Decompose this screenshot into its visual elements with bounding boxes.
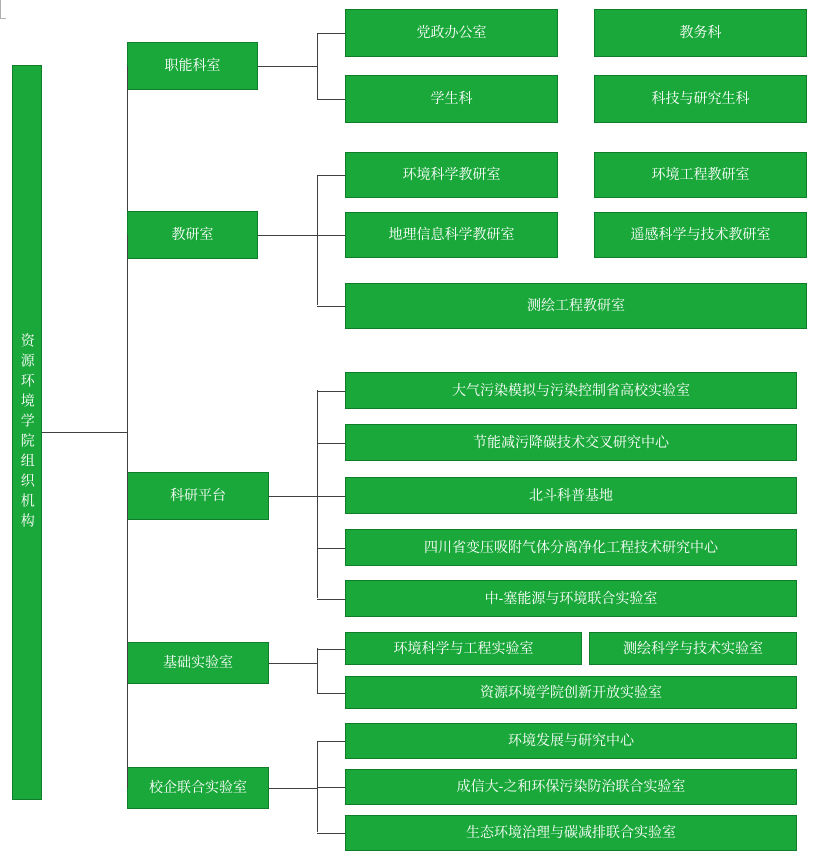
group-2-branch-3 — [317, 548, 345, 549]
group-0-stub-line — [258, 66, 317, 67]
group-3-branch-2 — [317, 693, 345, 694]
group-3-stub-line — [269, 663, 317, 664]
leaf-node-2-3: 四川省变压吸附气体分离净化工程技术研究中心 — [345, 529, 797, 566]
leaf-node-4-0: 环境发展与研究中心 — [345, 723, 797, 759]
leaf-node-1-3: 遥感科学与技术教研室 — [594, 212, 807, 258]
leaf-node-2-4: 中-塞能源与环境联合实验室 — [345, 580, 797, 617]
leaf-node-2-0: 大气污染模拟与污染控制省高校实验室 — [345, 372, 797, 409]
group-1-branch-2 — [317, 235, 345, 236]
group-1-root-branch — [127, 235, 128, 432]
group-4-branch-2 — [317, 833, 345, 834]
group-1-stub-line — [258, 235, 317, 236]
root-node: 资源环境学院组织机构 — [12, 65, 42, 800]
group-1-branch-4 — [317, 306, 345, 307]
group-node-4: 校企联合实验室 — [127, 767, 269, 809]
group-0-branch-0 — [317, 33, 345, 34]
group-node-1: 教研室 — [127, 211, 258, 259]
group-2-spine-line — [317, 390, 318, 598]
leaf-node-0-0: 党政办公室 — [345, 9, 558, 57]
group-3-branch-0 — [317, 649, 345, 650]
leaf-node-2-2: 北斗科普基地 — [345, 477, 797, 514]
leaf-node-3-1: 测绘科学与技术实验室 — [589, 632, 797, 665]
group-2-branch-4 — [317, 599, 345, 600]
group-0-branch-2 — [317, 99, 345, 100]
leaf-node-1-0: 环境科学教研室 — [345, 152, 558, 198]
group-2-stub-line — [269, 496, 317, 497]
group-node-0: 职能科室 — [127, 42, 258, 90]
leaf-node-0-2: 学生科 — [345, 75, 558, 123]
group-1-branch-0 — [317, 175, 345, 176]
group-4-branch-0 — [317, 741, 345, 742]
leaf-node-1-4: 测绘工程教研室 — [345, 283, 807, 329]
leaf-node-4-1: 成信大-之和环保污染防治联合实验室 — [345, 769, 797, 805]
group-3-spine-line — [317, 648, 318, 694]
leaf-node-0-3: 科技与研究生科 — [594, 75, 807, 123]
group-1-spine-line — [317, 175, 318, 305]
group-4-root-branch — [127, 432, 128, 788]
group-2-branch-0 — [317, 391, 345, 392]
group-4-stub-line — [269, 788, 317, 789]
group-node-2: 科研平台 — [127, 472, 269, 520]
leaf-node-1-2: 地理信息科学教研室 — [345, 212, 558, 258]
leaf-node-3-2: 资源环境学院创新开放实验室 — [345, 676, 797, 709]
group-4-branch-1 — [317, 787, 345, 788]
leaf-node-0-1: 教务科 — [594, 9, 807, 57]
page-frame-fragment — [0, 0, 6, 19]
leaf-node-1-1: 环境工程教研室 — [594, 152, 807, 198]
leaf-node-3-0: 环境科学与工程实验室 — [345, 632, 582, 665]
leaf-node-4-2: 生态环境治理与碳减排联合实验室 — [345, 815, 797, 851]
leaf-node-2-1: 节能减污降碳技术交叉研究中心 — [345, 424, 797, 461]
group-node-3: 基础实验室 — [127, 642, 269, 684]
root-connector-line — [42, 432, 127, 433]
group-0-spine-line — [317, 33, 318, 99]
group-2-branch-1 — [317, 443, 345, 444]
group-2-branch-2 — [317, 496, 345, 497]
